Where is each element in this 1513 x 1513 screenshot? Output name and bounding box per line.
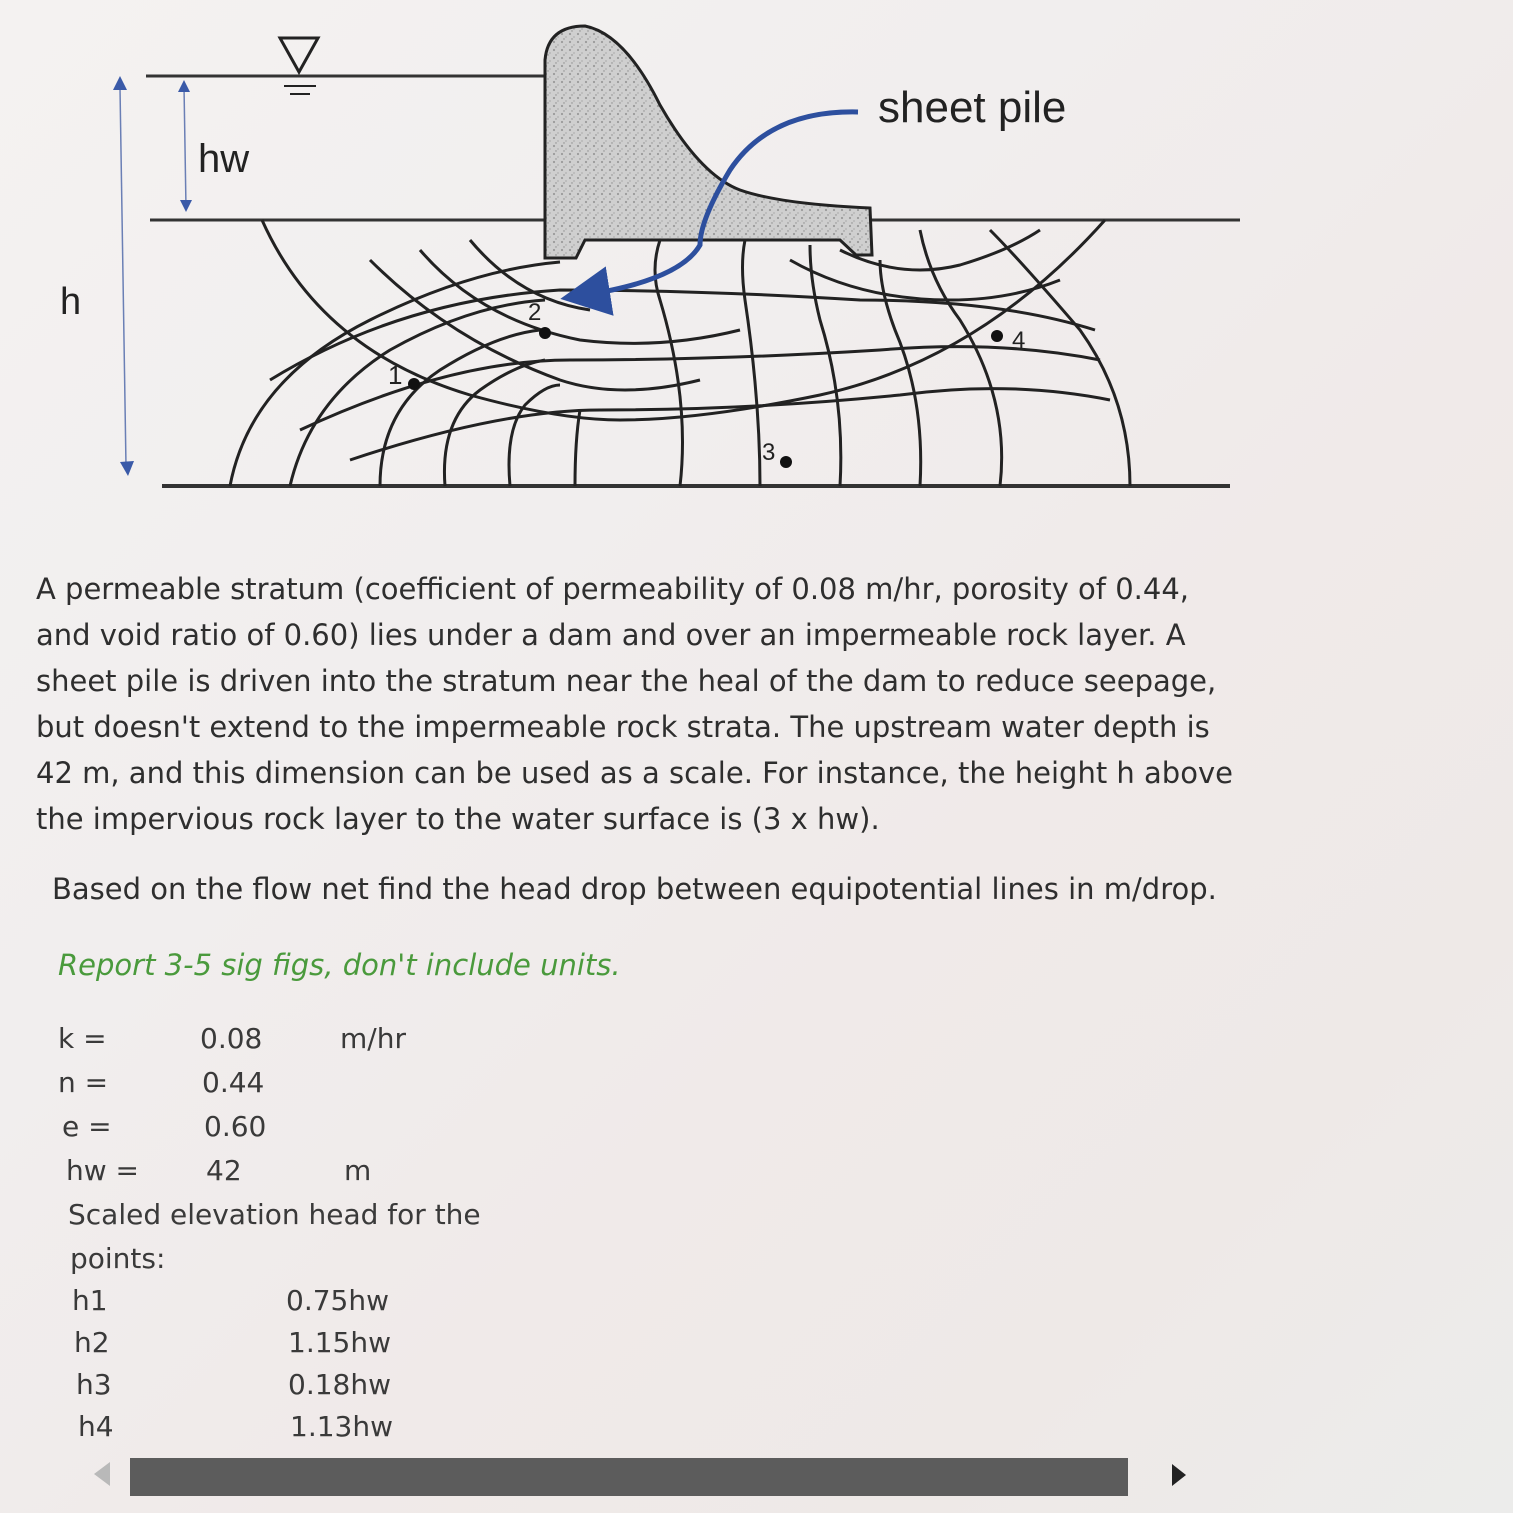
question-text: Based on the flow net find the head drop between equipotential lines in m/drop. — [52, 872, 1217, 906]
instruction-text: Report 3-5 sig figs, don't include units. — [58, 948, 621, 982]
scrollbar-thumb[interactable] — [130, 1458, 1128, 1496]
horizontal-scrollbar[interactable] — [82, 1456, 1212, 1500]
h-dimension — [113, 76, 134, 476]
flow-net-figure — [0, 0, 1513, 520]
scroll-left-icon[interactable] — [94, 1462, 110, 1486]
flow-net — [230, 220, 1130, 486]
dam — [545, 26, 872, 258]
point-3 — [762, 439, 792, 468]
water-level-icon — [280, 38, 318, 94]
hw-label: hw — [198, 137, 250, 181]
scroll-right-icon[interactable] — [1172, 1464, 1186, 1486]
svg-text:1: 1 — [388, 360, 403, 390]
point-4 — [991, 327, 1025, 354]
svg-text:4: 4 — [1012, 327, 1026, 354]
sheet-pile-label: sheet pile — [878, 83, 1067, 132]
svg-text:3: 3 — [762, 439, 776, 466]
h-label: h — [60, 281, 82, 323]
hw-dimension — [178, 80, 192, 212]
svg-text:2: 2 — [528, 299, 542, 326]
problem-statement: A permeable stratum (coefficient of permeability of 0.08 m/hr, porosity of 0.44, and void ratio of 0.60) lies under a dam and over an impermeable rock layer. A sheet pile is driven into the stratum near the heal of the dam to reduce seepage, but doesn't extend to the impermeable rock strata. The upstream water depth is 42 m, and this dimension can be used as a scale. For instance, the height h above the impervious rock layer to the water surface is (3 x hw). — [36, 572, 1233, 836]
point-2 — [528, 299, 551, 339]
